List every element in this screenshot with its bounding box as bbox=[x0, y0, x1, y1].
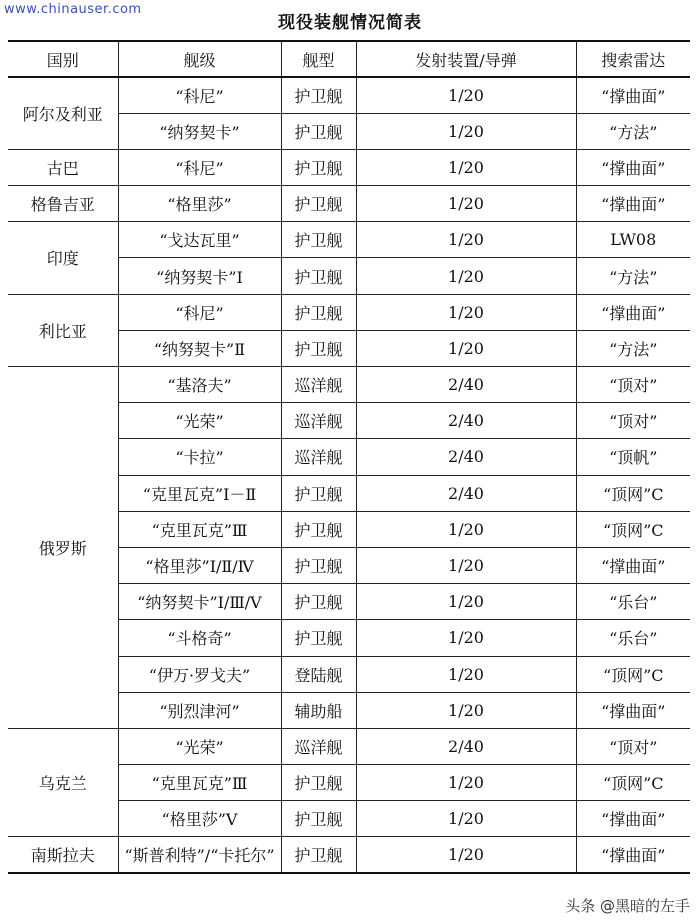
cell-launcher: 1/20 bbox=[356, 149, 576, 185]
cell-class: “克里瓦克”Ⅲ bbox=[118, 511, 281, 547]
cell-type: 护卫舰 bbox=[281, 547, 356, 583]
cell-country: 南斯拉夫 bbox=[8, 837, 118, 873]
cell-type: 护卫舰 bbox=[281, 149, 356, 185]
header-row bbox=[8, 41, 690, 77]
header-launcher: 发射装置/导弹 bbox=[356, 41, 576, 77]
table-row bbox=[8, 294, 690, 330]
cell-class: “格里莎”Ⅴ bbox=[118, 801, 281, 837]
cell-launcher: 1/20 bbox=[356, 692, 576, 728]
cell-type: 护卫舰 bbox=[281, 113, 356, 149]
footer-credit: 头条 @黑暗的左手 bbox=[565, 897, 690, 915]
cell-launcher: 2/40 bbox=[356, 475, 576, 511]
cell-country: 古巴 bbox=[8, 149, 118, 185]
table-row bbox=[8, 77, 690, 113]
cell-type: 护卫舰 bbox=[281, 620, 356, 656]
cell-radar: “顶对” bbox=[576, 367, 690, 403]
cell-radar: “撑曲面” bbox=[576, 801, 690, 837]
cell-type: 护卫舰 bbox=[281, 258, 356, 294]
cell-radar: “撑曲面” bbox=[576, 547, 690, 583]
cell-radar: LW08 bbox=[576, 222, 690, 258]
cell-class: “戈达瓦里” bbox=[118, 222, 281, 258]
cell-type: 巡洋舰 bbox=[281, 367, 356, 403]
cell-launcher: 2/40 bbox=[356, 403, 576, 439]
cell-class: “格里莎”Ⅰ/Ⅱ/Ⅳ bbox=[118, 547, 281, 583]
cell-type: 登陆舰 bbox=[281, 656, 356, 692]
cell-launcher: 1/20 bbox=[356, 547, 576, 583]
cell-type: 巡洋舰 bbox=[281, 439, 356, 475]
cell-type: 巡洋舰 bbox=[281, 728, 356, 764]
cell-class: “科尼” bbox=[118, 294, 281, 330]
cell-class: “克里瓦克”Ⅰ－Ⅱ bbox=[118, 475, 281, 511]
cell-country: 格鲁吉亚 bbox=[8, 186, 118, 222]
cell-launcher: 2/40 bbox=[356, 439, 576, 475]
cell-launcher: 1/20 bbox=[356, 294, 576, 330]
cell-launcher: 1/20 bbox=[356, 584, 576, 620]
cell-country: 阿尔及利亚 bbox=[8, 77, 118, 149]
cell-radar: “撑曲面” bbox=[576, 149, 690, 185]
cell-class: “纳努契卡”Ⅰ bbox=[118, 258, 281, 294]
table-body bbox=[8, 77, 690, 873]
cell-class: “科尼” bbox=[118, 77, 281, 113]
table-row bbox=[8, 367, 690, 403]
cell-class: “卡拉” bbox=[118, 439, 281, 475]
cell-radar: “顶对” bbox=[576, 728, 690, 764]
cell-launcher: 1/20 bbox=[356, 330, 576, 366]
cell-radar: “顶网”C bbox=[576, 765, 690, 801]
table-row bbox=[8, 149, 690, 185]
cell-radar: “乐台” bbox=[576, 620, 690, 656]
cell-class: “伊万·罗戈夫” bbox=[118, 656, 281, 692]
table-row bbox=[8, 186, 690, 222]
cell-type: 护卫舰 bbox=[281, 330, 356, 366]
cell-launcher: 1/20 bbox=[356, 77, 576, 113]
cell-radar: “方法” bbox=[576, 113, 690, 149]
cell-class: “纳努契卡”Ⅰ/Ⅲ/Ⅴ bbox=[118, 584, 281, 620]
page-title: 现役装舰情况简表 bbox=[278, 13, 422, 33]
cell-launcher: 1/20 bbox=[356, 511, 576, 547]
cell-launcher: 2/40 bbox=[356, 367, 576, 403]
cell-class: “斗格奇” bbox=[118, 620, 281, 656]
cell-radar: “撑曲面” bbox=[576, 186, 690, 222]
cell-country: 乌克兰 bbox=[8, 728, 118, 837]
table-row bbox=[8, 837, 690, 873]
cell-class: “格里莎” bbox=[118, 186, 281, 222]
cell-type: 护卫舰 bbox=[281, 294, 356, 330]
cell-launcher: 1/20 bbox=[356, 258, 576, 294]
cell-country: 印度 bbox=[8, 222, 118, 294]
cell-radar: “方法” bbox=[576, 330, 690, 366]
cell-type: 护卫舰 bbox=[281, 801, 356, 837]
cell-launcher: 1/20 bbox=[356, 113, 576, 149]
cell-class: “纳努契卡” bbox=[118, 113, 281, 149]
cell-launcher: 1/20 bbox=[356, 765, 576, 801]
cell-class: “光荣” bbox=[118, 728, 281, 764]
cell-radar: “顶网”C bbox=[576, 656, 690, 692]
cell-type: 护卫舰 bbox=[281, 186, 356, 222]
cell-type: 护卫舰 bbox=[281, 77, 356, 113]
cell-type: 护卫舰 bbox=[281, 837, 356, 873]
cell-radar: “顶帆” bbox=[576, 439, 690, 475]
cell-radar: “顶网”C bbox=[576, 475, 690, 511]
cell-class: “克里瓦克”Ⅲ bbox=[118, 765, 281, 801]
cell-class: “纳努契卡”Ⅱ bbox=[118, 330, 281, 366]
cell-launcher: 1/20 bbox=[356, 837, 576, 873]
header-radar: 搜索雷达 bbox=[576, 41, 690, 77]
cell-class: “光荣” bbox=[118, 403, 281, 439]
missile-table bbox=[8, 40, 690, 874]
cell-type: 护卫舰 bbox=[281, 584, 356, 620]
cell-radar: “方法” bbox=[576, 258, 690, 294]
cell-radar: “撑曲面” bbox=[576, 837, 690, 873]
cell-type: 护卫舰 bbox=[281, 765, 356, 801]
cell-type: 辅助船 bbox=[281, 692, 356, 728]
cell-country: 俄罗斯 bbox=[8, 367, 118, 729]
cell-radar: “乐台” bbox=[576, 584, 690, 620]
header-class: 舰级 bbox=[118, 41, 281, 77]
cell-type: 巡洋舰 bbox=[281, 403, 356, 439]
header-type: 舰型 bbox=[281, 41, 356, 77]
cell-launcher: 1/20 bbox=[356, 656, 576, 692]
cell-launcher: 1/20 bbox=[356, 801, 576, 837]
cell-type: 护卫舰 bbox=[281, 511, 356, 547]
cell-class: “基洛夫” bbox=[118, 367, 281, 403]
cell-type: 护卫舰 bbox=[281, 222, 356, 258]
cell-country: 利比亚 bbox=[8, 294, 118, 366]
cell-class: “科尼” bbox=[118, 149, 281, 185]
cell-launcher: 1/20 bbox=[356, 186, 576, 222]
cell-radar: “顶网”C bbox=[576, 511, 690, 547]
cell-launcher: 2/40 bbox=[356, 728, 576, 764]
cell-radar: “撑曲面” bbox=[576, 692, 690, 728]
cell-radar: “顶对” bbox=[576, 403, 690, 439]
header-country: 国别 bbox=[8, 41, 118, 77]
watermark: www.chinauser.com bbox=[4, 2, 142, 17]
cell-class: “斯普利特”/“卡托尔” bbox=[118, 837, 281, 873]
cell-type: 护卫舰 bbox=[281, 475, 356, 511]
table-row bbox=[8, 728, 690, 764]
cell-class: “别烈津河” bbox=[118, 692, 281, 728]
cell-launcher: 1/20 bbox=[356, 222, 576, 258]
cell-radar: “撑曲面” bbox=[576, 77, 690, 113]
cell-launcher: 1/20 bbox=[356, 620, 576, 656]
table-row bbox=[8, 222, 690, 258]
cell-radar: “撑曲面” bbox=[576, 294, 690, 330]
